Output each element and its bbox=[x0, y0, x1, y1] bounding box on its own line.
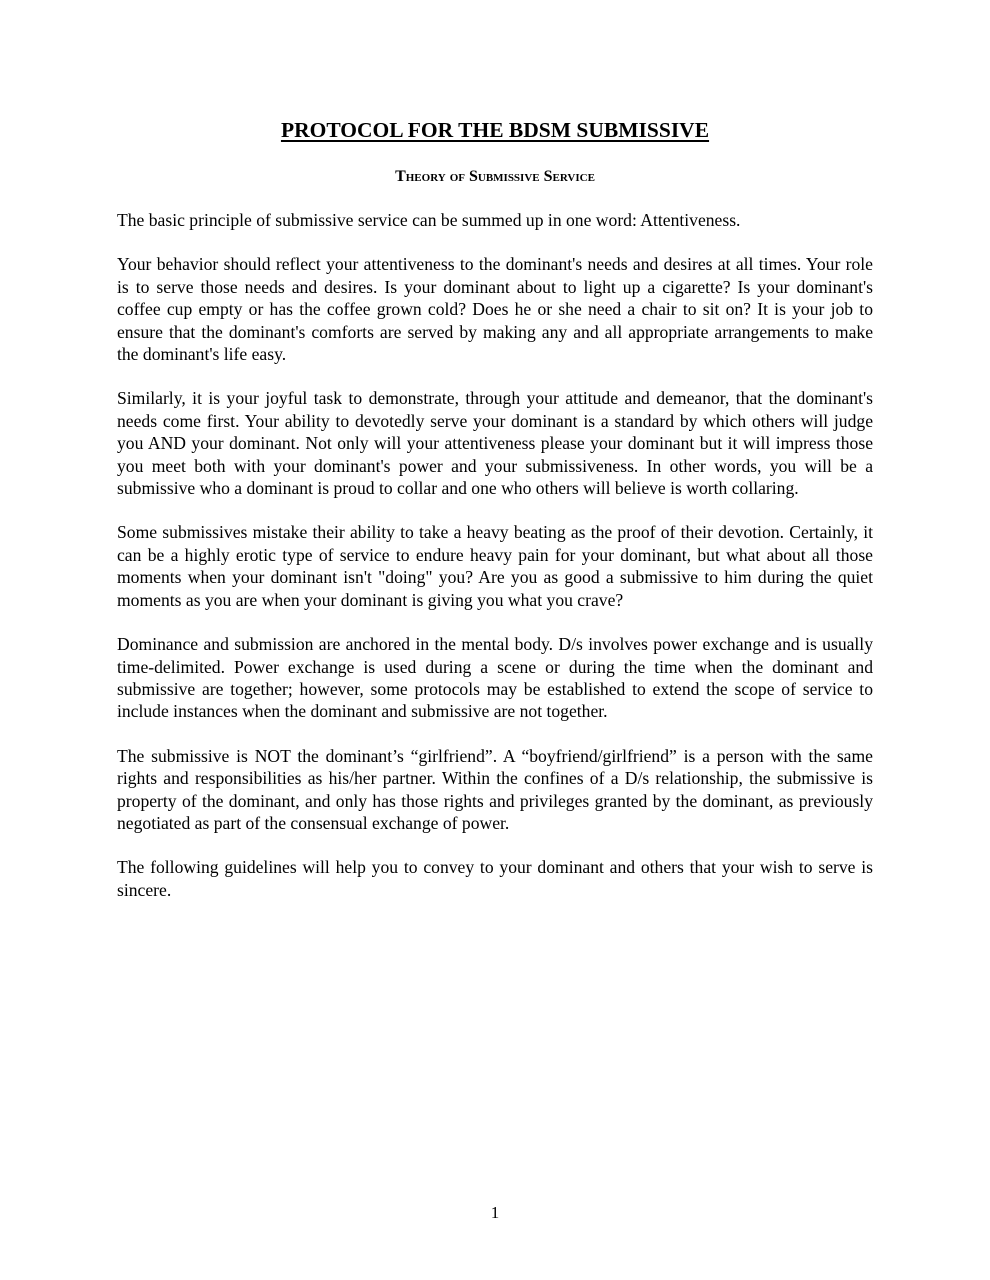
document-title: PROTOCOL FOR THE BDSM SUBMISSIVE bbox=[280, 118, 710, 142]
paragraph: Some submissives mistake their ability to take a heavy beating as the proof of their devotion. Certainly, it can be a highly erotic type of service to endure heavy pain for your dominant, but what about all those moments when your dominant isn't "doing" you? Are you as good a submissive to him during the quiet moments as you are when your dominant is giving you what you crave? bbox=[117, 522, 873, 610]
paragraph: The basic principle of submissive service can be summed up in one word: Attentiveness. bbox=[117, 210, 741, 230]
section-subtitle: Theory of Submissive Service bbox=[395, 168, 595, 185]
paragraph: The following guidelines will help you to convey to your dominant and others that your wish to serve is sincere. bbox=[117, 857, 873, 900]
paragraph: Similarly, it is your joyful task to demonstrate, through your attitude and demeanor, that the dominant's needs come first. Your ability to devotedly serve your dominant is a standard by which others will judge you AND your dominant. Not only will your attentiveness please your dominant but it will impress those you meet both with your dominant's power and your submissiveness. In other words, you will be a submissive who a dominant is proud to collar and one who others will believe is worth collaring. bbox=[117, 388, 873, 499]
paragraph: Dominance and submission are anchored in the mental body. D/s involves power exchange and is usually time-delimited. Power exchange is used during a scene or during the time when the dominant and submissive are together; however, some protocols may be established to extend the scope of service to include instances when the dominant and submissive are not together. bbox=[117, 634, 873, 722]
paragraph: The submissive is NOT the dominant’s “girlfriend”. A “boyfriend/girlfriend” is a person with the same rights and responsibilities as his/her partner. Within the confines of a D/s relationship, the submissive is property of the dominant, and only has those rights and privileges granted by the dominant, as previously negotiated as part of the consensual exchange of power. bbox=[117, 745, 873, 833]
body-text bbox=[117, 209, 873, 923]
page-number: 1 bbox=[490, 1203, 500, 1222]
paragraph: Your behavior should reflect your attentiveness to the dominant's needs and desires at all times. Your role is to serve those needs and desires. Is your dominant about to light up a cigarette? Is your dominant's coffee cup empty or has the coffee grown cold? Does he or she need a chair to sit on? It is your job to ensure that the dominant's comforts are served by making any and all appropriate arrangements to make the dominant's life easy. bbox=[117, 254, 873, 365]
